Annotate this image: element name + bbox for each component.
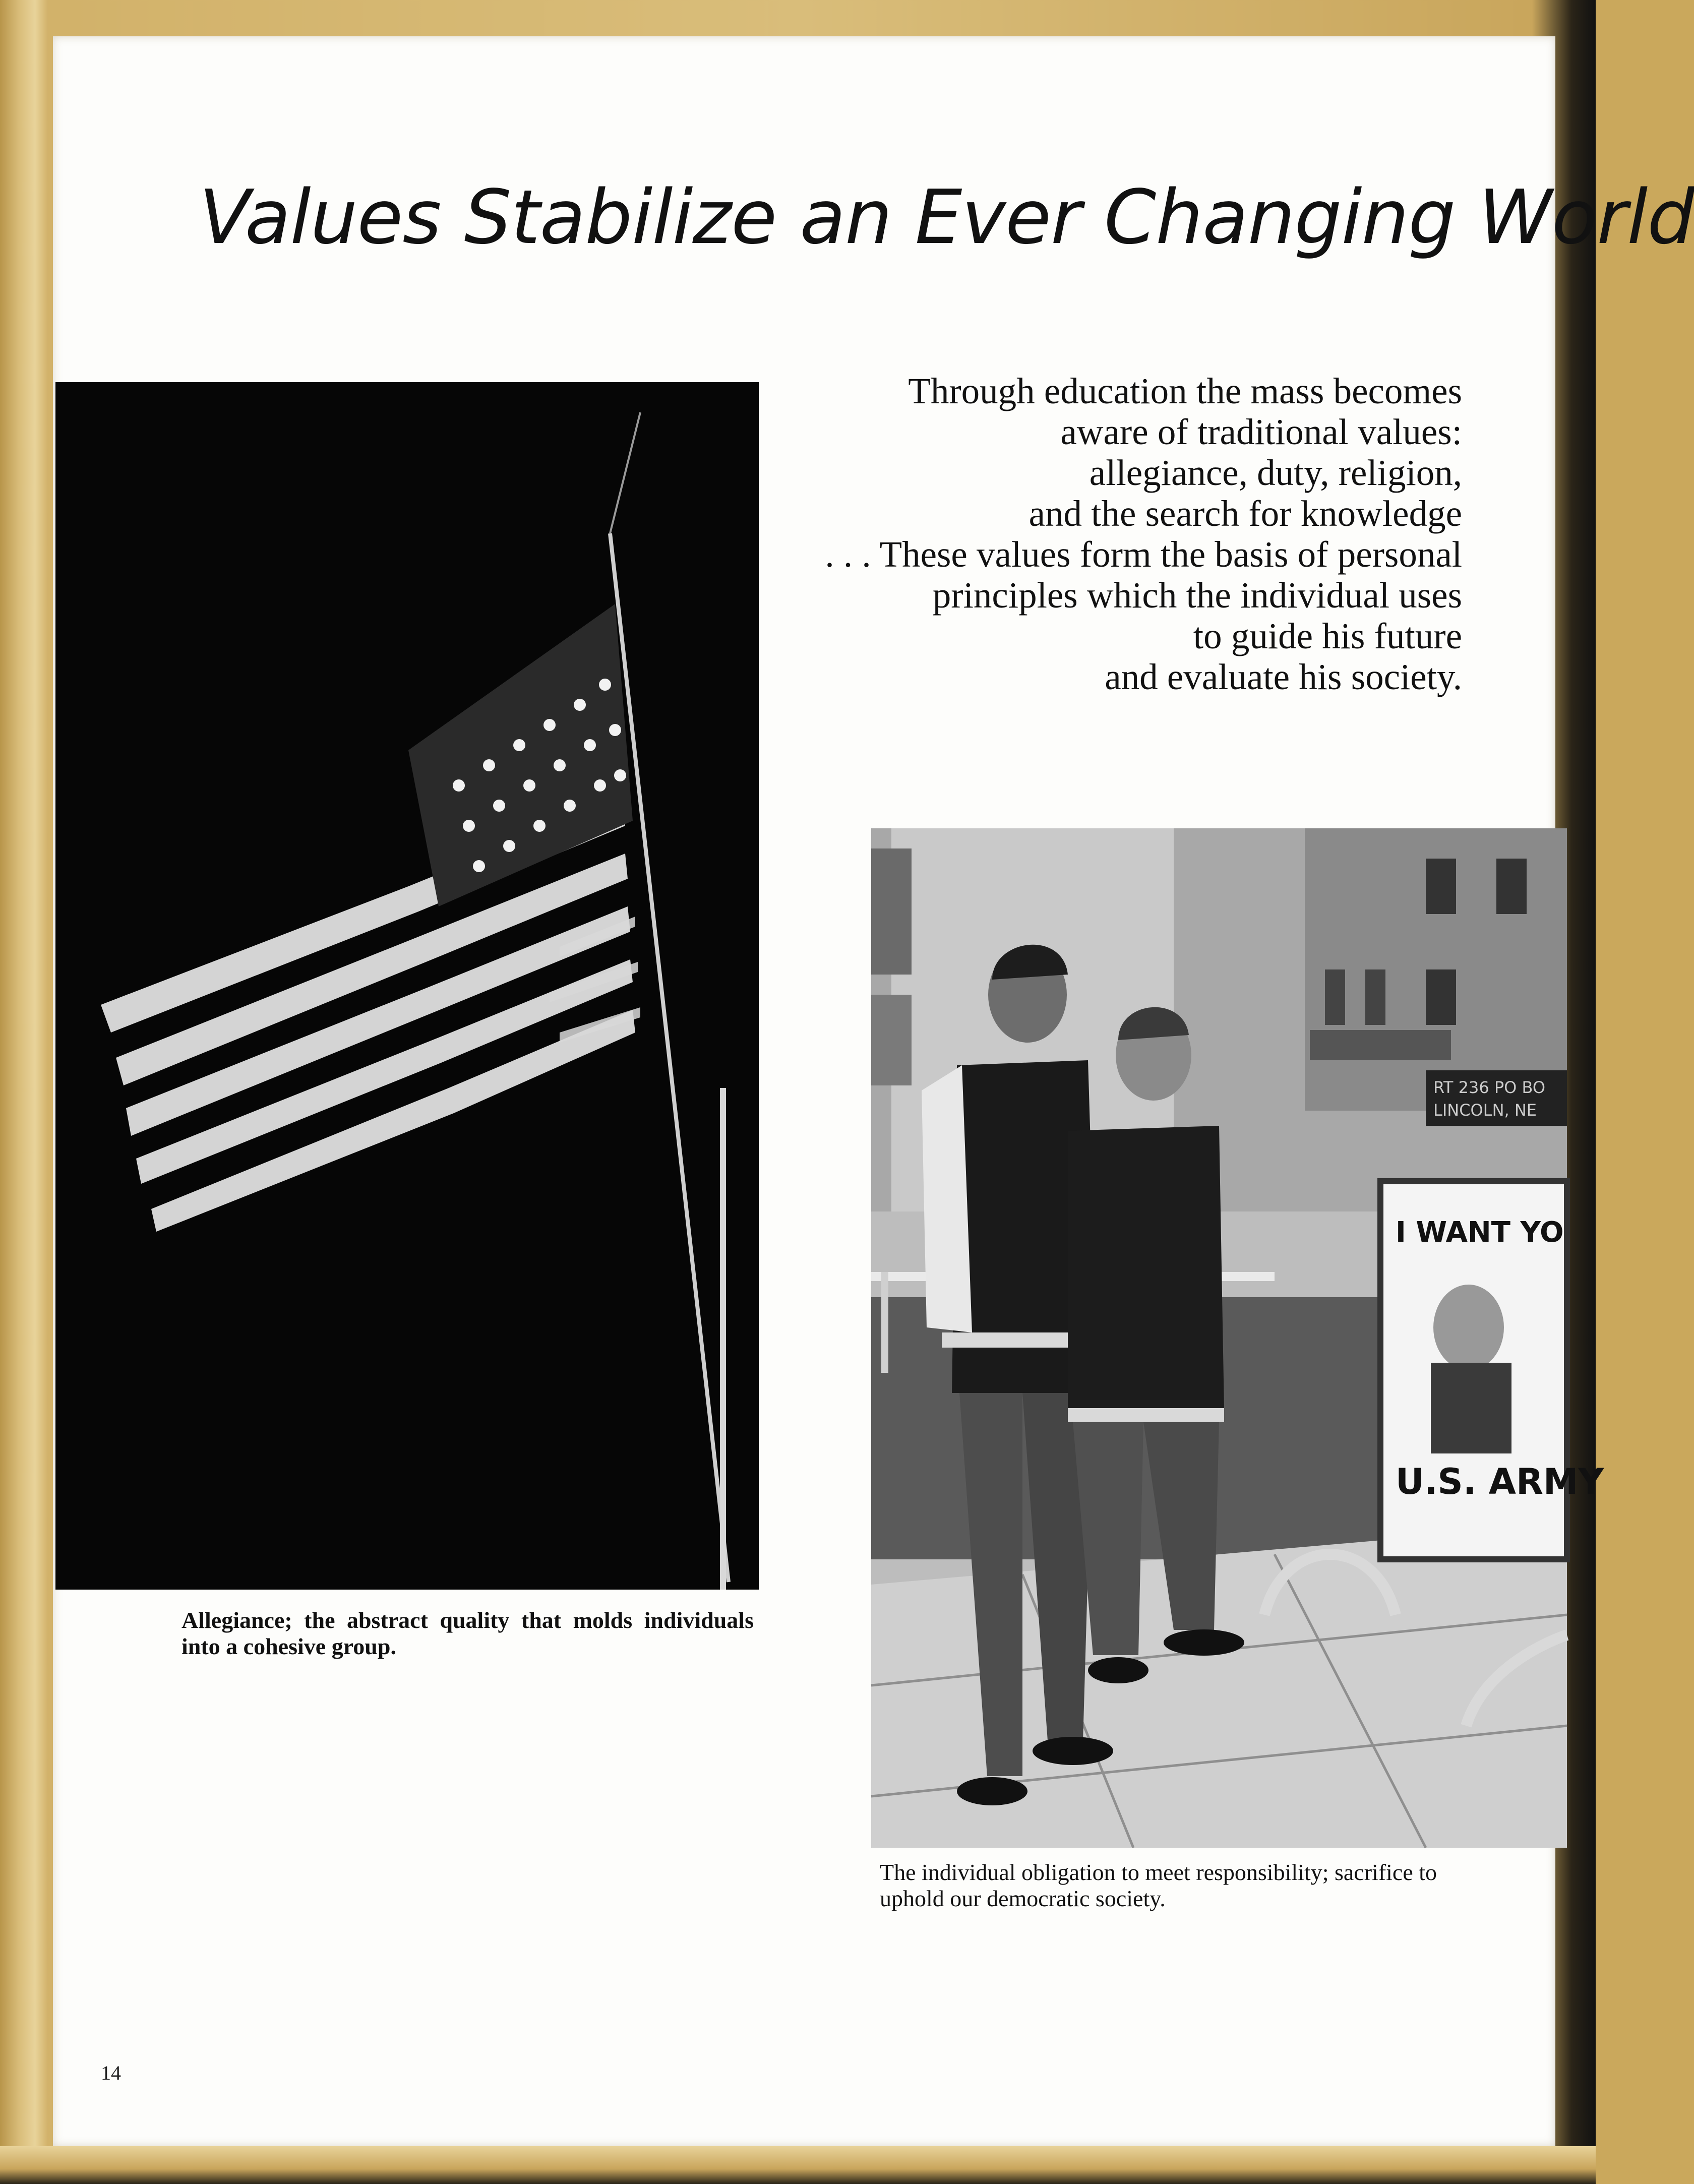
- intro-line: . . . These values form the basis of personal: [825, 534, 1462, 575]
- students-illustration: [871, 828, 1604, 1848]
- flag-photo: [55, 382, 759, 1590]
- intro-line: and the search for knowledge: [1028, 493, 1462, 534]
- students-photo: [871, 828, 1604, 1848]
- intro-line: Through education the mass becomes: [908, 371, 1462, 411]
- intro-line: aware of traditional values:: [1060, 411, 1462, 452]
- intro-line: allegiance, duty, religion,: [1089, 452, 1462, 493]
- intro-line: to guide his future: [1193, 616, 1462, 656]
- page-number: 14: [101, 2061, 121, 2084]
- intro-paragraph: [756, 371, 1462, 697]
- flag-illustration: [55, 382, 759, 1590]
- intro-line: and evaluate his society.: [1105, 656, 1462, 697]
- sign-text: RT 236 PO BO: [1433, 1078, 1546, 1097]
- page-edge: [0, 2146, 1596, 2184]
- intro-line: principles which the individual uses: [932, 575, 1462, 616]
- students-photo-caption: The individual obligation to meet responsibility; sacrifice to uphold our democratic society.: [880, 1859, 1437, 1911]
- svg-text:LINCOLN, NE: LINCOLN, NE: [1433, 1101, 1537, 1120]
- flag-photo-caption: Allegiance; the abstract quality that molds individuals into a cohesive group.: [182, 1607, 754, 1659]
- poster-bottom-text: U.S. ARMY: [1396, 1461, 1604, 1502]
- poster-text: I WANT YO: [1396, 1216, 1564, 1249]
- page-title: Values Stabilize an Ever Changing World: [199, 174, 1694, 261]
